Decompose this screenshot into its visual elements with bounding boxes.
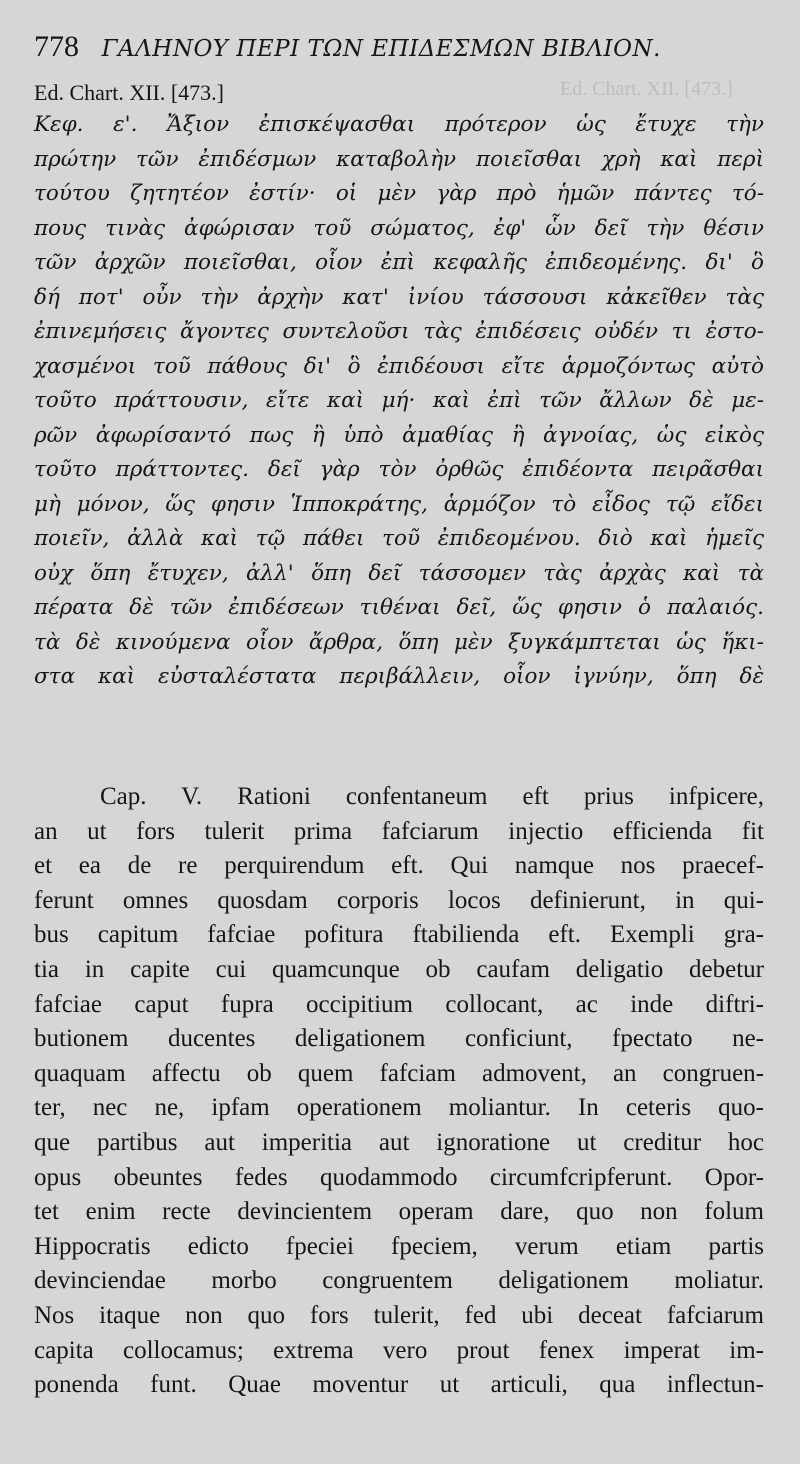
latin-text-line: fafciae caput fupra occipitium collocant, ac inde diftri- bbox=[34, 990, 764, 1018]
latin-text-line: tia in capite cui quamcunque ob caufam deligatio debetur bbox=[34, 955, 764, 983]
greek-text-block bbox=[34, 108, 764, 695]
latin-text-line: Nos itaque non quo fors tulerit, fed ubi deceat fafciarum bbox=[34, 1301, 764, 1329]
latin-text-line: bus capitum fafciae pofitura ftabilienda eft. Exempli gra- bbox=[34, 921, 764, 949]
greek-text-line: μὴ μόνον, ὥς φησιν Ἱπποκράτης, ἁρμόζον τὸ εἶδος τῷ εἴδει bbox=[34, 491, 764, 517]
greek-text-line: πρώτην τῶν ἐπιδέσμων καταβολὴν ποιεῖσθαι χρὴ καὶ περὶ bbox=[34, 146, 764, 172]
latin-text-line: ter, nec ne, ipfam operationem moliantur. In ceteris quo- bbox=[34, 1094, 764, 1122]
greek-text-line: δή ποτ' οὖν τὴν ἀρχὴν κατ' ἰνίου τάσσουσι κἀκεῖθεν τὰς bbox=[34, 284, 764, 310]
latin-text-line: ponenda funt. Quae moventur ut articuli, qua inflectun- bbox=[34, 1371, 764, 1399]
greek-text-line: ἐπινεμήσεις ἄγοντες συντελοῦσι τὰς ἐπιδέσεις οὐδέν τι ἐστο- bbox=[34, 319, 764, 344]
greek-text-line: τοῦτο πράττοντες. δεῖ γὰρ τὸν ὀρθῶς ἐπιδέοντα πειρᾶσθαι bbox=[34, 457, 764, 482]
latin-text-line: opus obeuntes fedes quodammodo circumfcripferunt. Opor- bbox=[34, 1163, 764, 1191]
latin-text-line: Hippocratis edicto fpeciei fpeciem, verum etiam partis bbox=[34, 1232, 764, 1260]
greek-text-line: πους τινὰς ἀφώρισαν τοῦ σώματος, ἐφ' ὧν δεῖ τὴν θέσιν bbox=[34, 215, 764, 241]
greek-text-line: τῶν ἀρχῶν ποιεῖσθαι, οἷον ἐπὶ κεφαλῆς ἐπιδεομένης. δι' ὃ bbox=[34, 250, 764, 275]
page-header bbox=[34, 30, 661, 64]
greek-text-line: τὰ δὲ κινούμενα οἷον ἄρθρα, ὅπη μὲν ξυγκάμπτεται ὡς ἥκι- bbox=[34, 629, 764, 655]
edition-reference: Ed. Chart. XII. [473.] bbox=[34, 80, 225, 105]
latin-text-line: que partibus aut imperitia aut ignoratione ut creditur hoc bbox=[34, 1128, 764, 1156]
greek-text-line: χασμένοι τοῦ πάθους δι' ὃ ἐπιδέουσι εἴτε ἁρμοζόντως αὐτὸ bbox=[34, 353, 764, 379]
greek-text-line: ρῶν ἀφωρίσαντό πως ἢ ὑπὸ ἀμαθίας ἢ ἀγνοίας, ὡς εἰκὸς bbox=[34, 422, 764, 448]
greek-text-line: ποιεῖν, ἀλλὰ καὶ τῷ πάθει τοῦ ἐπιδεομένου. διὸ καὶ ἡμεῖς bbox=[34, 526, 764, 551]
bleed-through-text: Ed. Chart. XII. [473.] bbox=[560, 78, 733, 100]
latin-text-line: quaquam affectu ob quem fafciam admovent, an congruen- bbox=[34, 1059, 764, 1087]
latin-text-line: butionem ducentes deligationem conficiunt, fpectato ne- bbox=[34, 1025, 764, 1053]
greek-text-line: πέρατα δὲ τῶν ἐπιδέσεων τιθέναι δεῖ, ὥς φησιν ὁ παλαιός. bbox=[34, 595, 764, 620]
page-number: 778 bbox=[34, 30, 79, 63]
latin-text-block bbox=[34, 780, 764, 1403]
latin-text-line: ferunt omnes quosdam corporis locos definierunt, in qui- bbox=[34, 886, 764, 914]
latin-text-line: devinciendae morbo congruentem deligationem moliatur. bbox=[34, 1267, 764, 1295]
latin-text-line: capita collocamus; extrema vero prout fenex imperat im- bbox=[34, 1336, 764, 1364]
latin-text-line: an ut fors tulerit prima fafciarum injectio efficienda fit bbox=[34, 817, 764, 845]
greek-text-line: τούτου ζητητέον ἐστίν· οἱ μὲν γὰρ πρὸ ἡμῶν πάντες τό- bbox=[34, 181, 764, 206]
running-title: ΓΑΛΗΝΟΥ ΠΕΡΙ ΤΩΝ ΕΠΙΔΕΣΜΩΝ ΒΙΒΛΙΟΝ. bbox=[101, 36, 661, 62]
greek-text-line: οὐχ ὅπη ἔτυχεν, ἀλλ' ὅπη δεῖ τάσσομεν τὰς ἀρχὰς καὶ τὰ bbox=[34, 560, 764, 586]
latin-text-line: et ea de re perquirendum eft. Qui namque nos praecef- bbox=[34, 852, 764, 880]
greek-text-line: τοῦτο πράττουσιν, εἴτε καὶ μή· καὶ ἐπὶ τῶν ἄλλων δὲ με- bbox=[34, 388, 764, 413]
latin-text-line: Cap. V. Rationi confentaneum eft prius infpicere, bbox=[100, 783, 764, 810]
greek-text-line: Κεφ. ε'. Ἄξιον ἐπισκέψασθαι πρότερον ὡς ἔτυχε τὴν bbox=[34, 112, 764, 137]
greek-text-line: στα καὶ εὐσταλέστατα περιβάλλειν, οἷον ἰγνύην, ὅπη δὲ bbox=[34, 664, 764, 689]
latin-text-line: tet enim recte devincientem operam dare, quo non folum bbox=[34, 1198, 764, 1226]
